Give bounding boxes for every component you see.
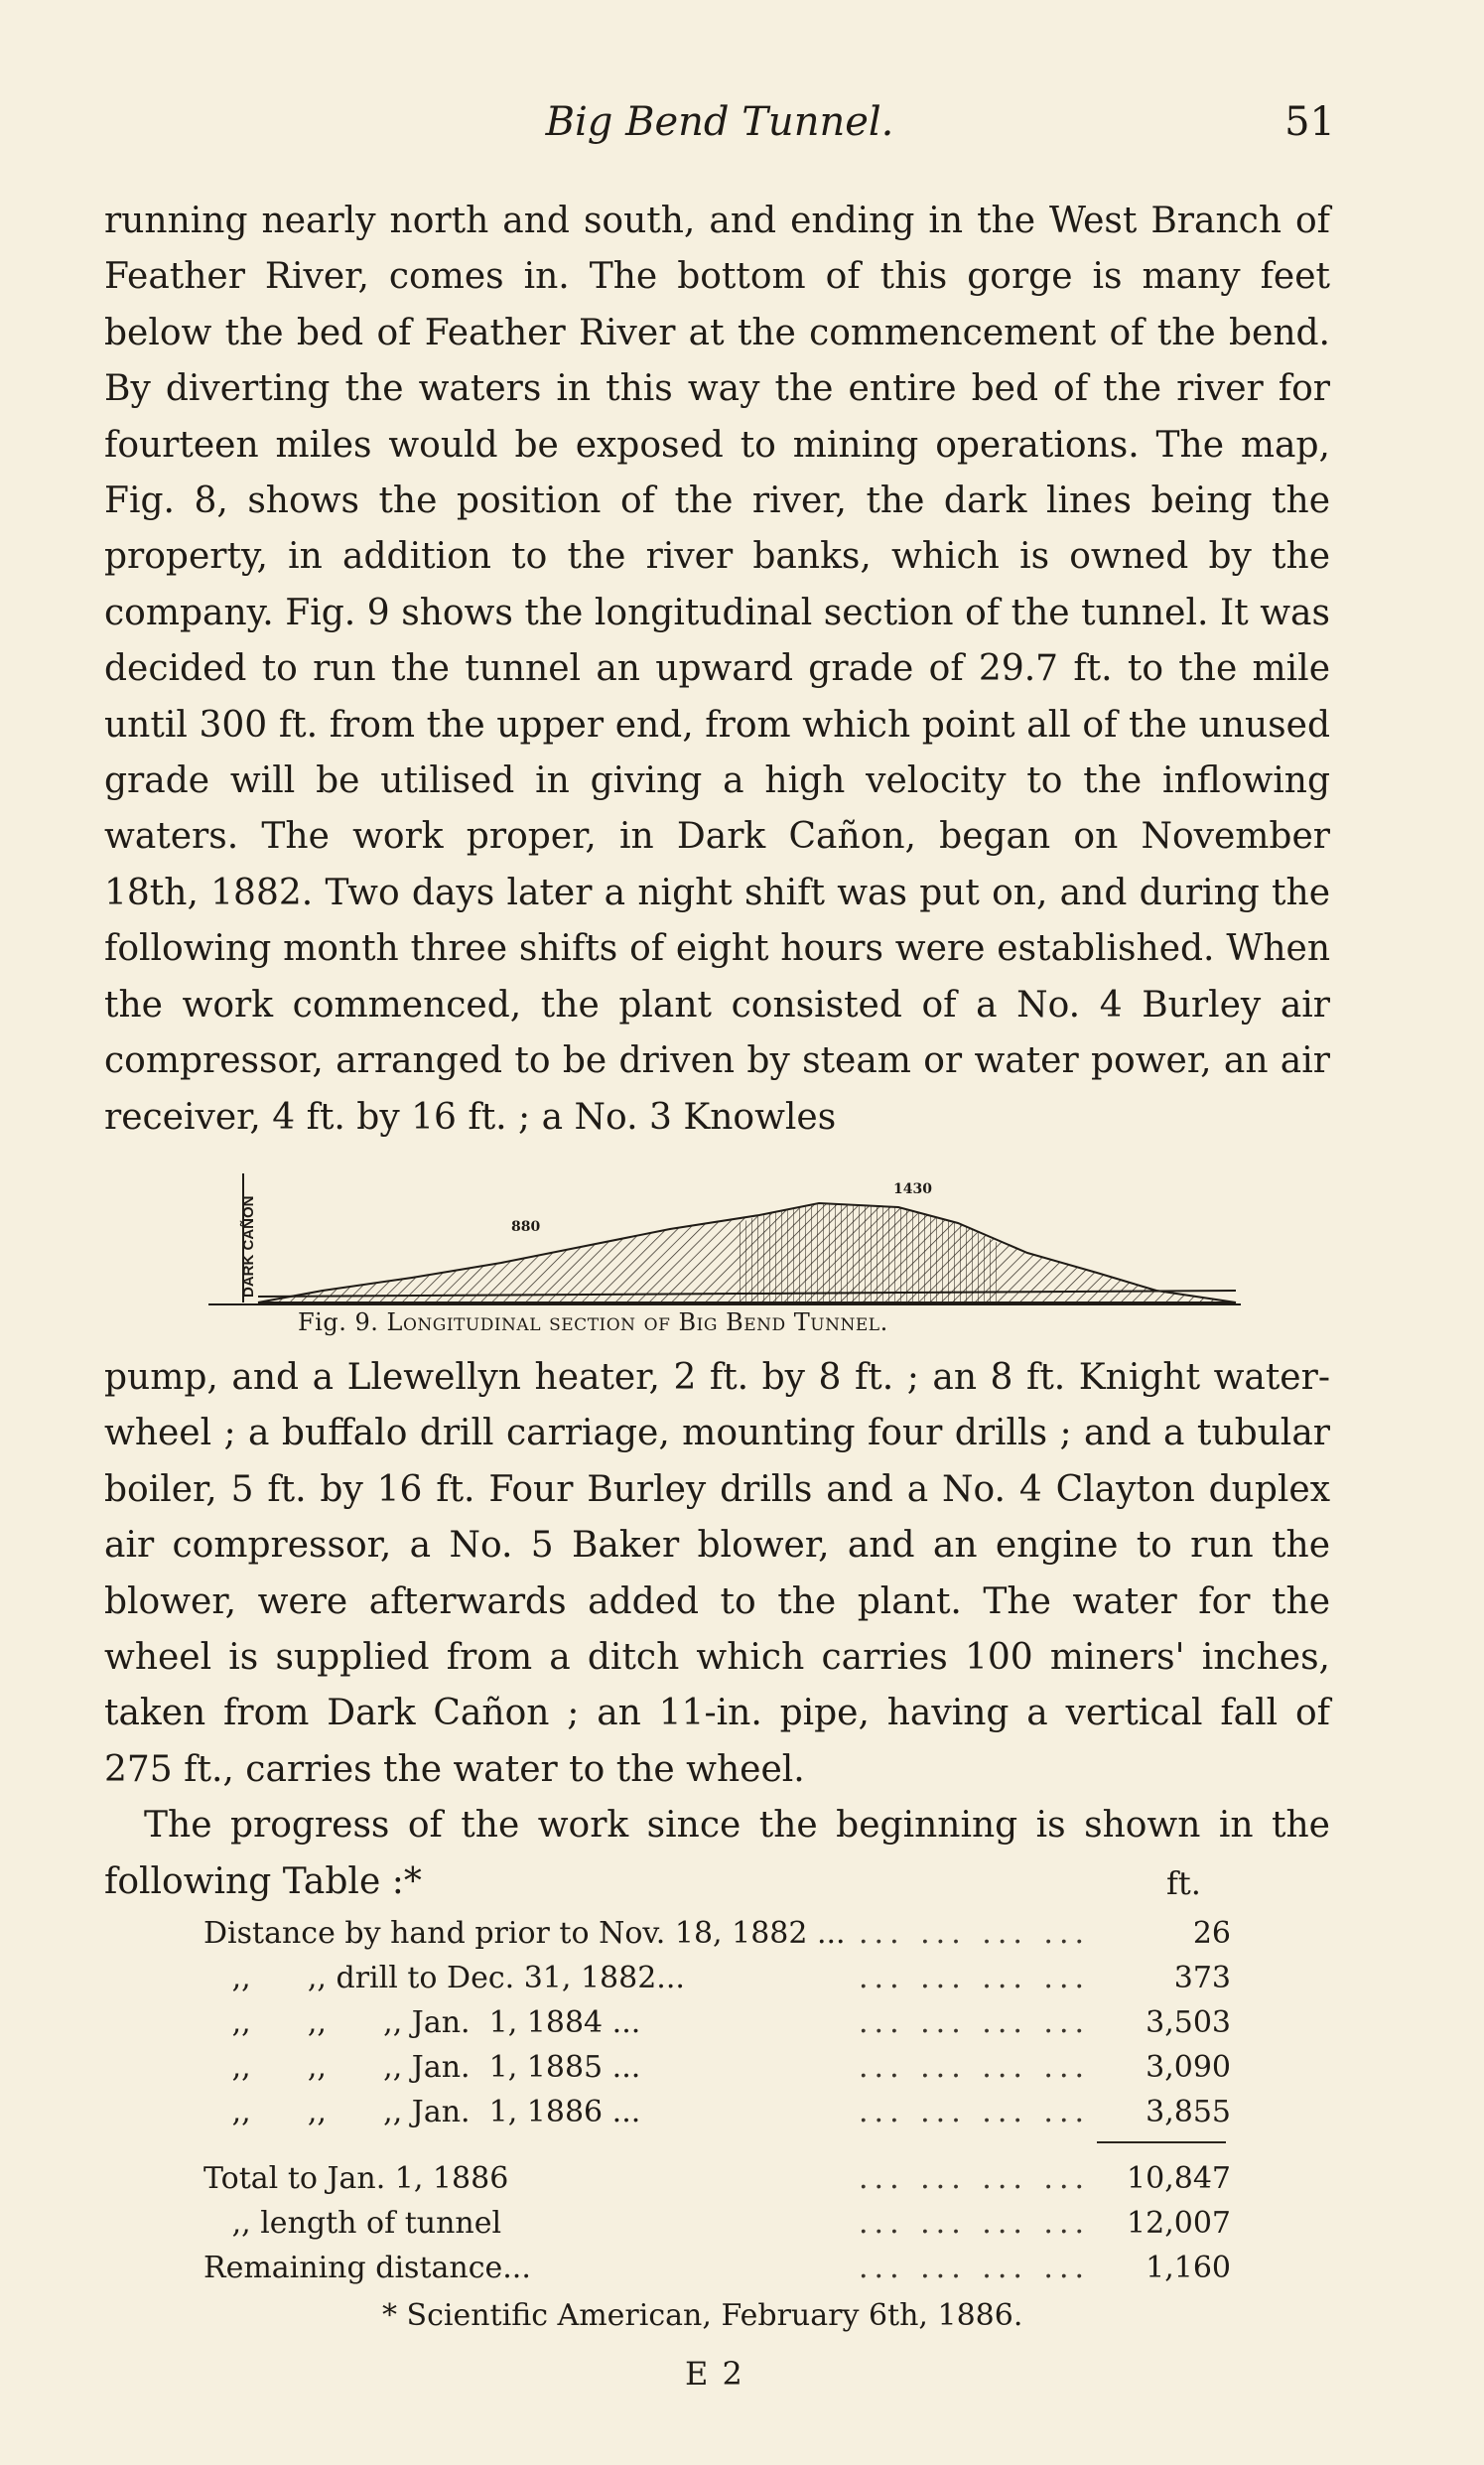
body-text-bottom [104,1350,1330,1910]
row-value: 26 [1192,1916,1231,1951]
table-row [203,1961,1231,2005]
paragraph-1: running nearly north and south, and ending in the West Branch of Feather River, comes in. The bottom of this gorge is many feet below the bed of Feather River at the commencement of the bend. By diverting the waters in this way the entire bed of the river for fourteen miles would be exposed to mining operations. The map, Fig. 8, shows the position of the river, the dark lines being the property, in addition to the river banks, which is owned by the company. Fig. 9 shows the longitudinal section of the tunnel. It was decided to run the tunnel an upward grade of 29.7 ft. to the mile until 300 ft. from the upper end, from which point all of the unused grade will be utilised in giving a high velocity to the inflowing waters. The work proper, in Dark Cañon, began on November 18th, 1882. Two days later a night shift was put on, and during the following month three shifts of eight hours were established. When the work commenced, the plant consisted of a No. 4 Burley air compressor, arranged to be driven by steam or water power, an air receiver, 4 ft. by 16 ft. ; a No. 3 Knowles [104,201,1330,1138]
progress-table [203,1916,1231,2295]
total-label: Total to Jan. 1, 1886 [203,2161,509,2196]
total-row [203,2161,1231,2206]
tunnel-section-diagram [203,1164,1241,1312]
signature-mark: E 2 [685,2355,744,2393]
total-value: 1,160 [1146,2251,1231,2285]
row-label: Distance by hand prior to Nov. 18, 1882 ... [203,1916,846,1951]
total-label: ,, length of tunnel [203,2206,502,2241]
total-label: Remaining distance... [203,2251,531,2285]
caption-text: Longitudinal section of Big Bend Tunnel. [386,1308,888,1336]
paragraph-3: The progress of the work since the beginning is shown in the following Table :* [104,1805,1330,1902]
figure-9-section [203,1164,1241,1312]
row-dots: ... ... ... ... [859,2161,1091,2196]
table-row [203,2005,1231,2050]
footnote: * Scientific American, February 6th, 1886. [382,2298,1023,2333]
paragraph-2: pump, and a Llewellyn heater, 2 ft. by 8 ft. ; an 8 ft. Knight water-wheel ; a buffalo drill carriage, mounting four drills ; and a tubular boiler, 5 ft. by 16 ft. Four Burley drills and a No. 4 Clayton duplex air compressor, a No. 5 Baker blower, and an engine to run the blower, were afterwards added to the plant. The water for the wheel is supplied from a ditch which carries 100 miners' inches, taken from Dark Cañon ; an 11-in. pipe, having a vertical fall of 275 ft., carries the water to the wheel. [104,1357,1330,1790]
row-dots: ... ... ... ... [859,1916,1091,1951]
table-row [203,2050,1231,2095]
row-value: 3,090 [1146,2050,1231,2085]
page-header [104,99,1335,159]
row-dots: ... ... ... ... [859,2005,1091,2040]
row-dots: ... ... ... ... [859,1961,1091,1995]
table-row [203,2095,1231,2139]
table-row [203,1916,1231,1961]
total-value: 10,847 [1127,2161,1231,2196]
hill-core [740,1203,998,1302]
row-label: ,, ,, ,, Jan. 1, 1885 ... [203,2050,641,2085]
page-number: 51 [1284,99,1335,145]
mark-left: 880 [511,1219,541,1235]
running-head: Big Bend Tunnel. [545,99,894,145]
total-row [203,2251,1231,2295]
row-value: 373 [1173,1961,1231,1995]
total-row [203,2206,1231,2251]
row-dots: ... ... ... ... [859,2050,1091,2085]
figure-caption [298,1308,1191,1336]
row-label: ,, ,, drill to Dec. 31, 1882... [203,1961,685,1995]
row-value: 3,855 [1146,2095,1231,2129]
mark-right: 1430 [893,1181,932,1197]
row-dots: ... ... ... ... [859,2251,1091,2285]
table-unit: ft. [1166,1864,1201,1902]
row-dots: ... ... ... ... [859,2206,1091,2241]
row-dots: ... ... ... ... [859,2095,1091,2129]
row-label: ,, ,, ,, Jan. 1, 1886 ... [203,2095,641,2129]
sum-rule [1097,2141,1226,2143]
caption-prefix: Fig. 9. [298,1308,379,1336]
dark-canon-label: DARK CAÑON [240,1195,257,1298]
total-value: 12,007 [1127,2206,1231,2241]
row-label: ,, ,, ,, Jan. 1, 1884 ... [203,2005,641,2040]
body-text-top [104,194,1330,1146]
row-value: 3,503 [1146,2005,1231,2040]
